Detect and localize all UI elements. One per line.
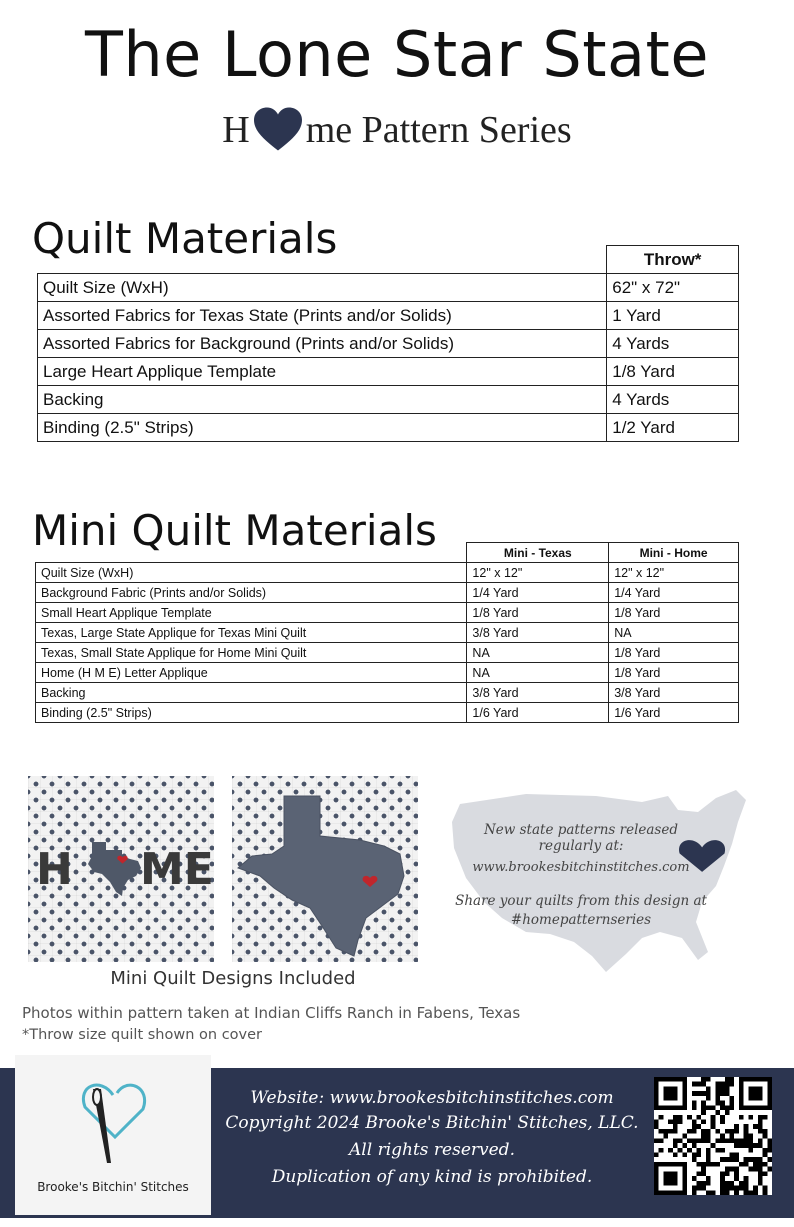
heart-icon: [253, 104, 303, 154]
map-note-website: www.brookesbitchinstitches.com: [472, 860, 690, 875]
table-row: Quilt Size (WxH) 12" x 12" 12" x 12": [36, 563, 739, 583]
table-row: Texas, Small State Applique for Home Mini Quilt NA 1/8 Yard: [36, 643, 739, 663]
home-mini-quilt-photo: [28, 776, 214, 962]
table-row: Binding (2.5" Strips) 1/2 Yard: [38, 414, 739, 442]
subtitle-suffix: me Pattern Series: [305, 109, 572, 151]
table-row: Backing 3/8 Yard 3/8 Yard: [36, 683, 739, 703]
page-title: The Lone Star State: [84, 18, 710, 91]
mini-quilt-materials-title: Mini Quilt Materials: [32, 506, 437, 555]
table-header-row: [36, 543, 739, 563]
mini-quilt-materials-table: [35, 542, 739, 723]
table-row: Assorted Fabrics for Background (Prints and/or Solids) 4 Yards: [38, 330, 739, 358]
footer-rights: All rights reserved.: [349, 1140, 515, 1160]
page-subtitle: [0, 104, 794, 154]
logo-brand-name: Brooke's Bitchin' Stitches: [37, 1180, 189, 1194]
table-row: Quilt Size (WxH) 62" x 72": [38, 274, 739, 302]
table-row: Small Heart Applique Template 1/8 Yard 1/8 Yard: [36, 603, 739, 623]
texas-shape-large: [238, 796, 404, 956]
photo-credit-note: Photos within pattern taken at Indian Cliffs Ranch in Fabens, Texas: [22, 1004, 521, 1022]
table-row: Home (H M E) Letter Applique NA 1/8 Yard: [36, 663, 739, 683]
footer-duplication: Duplication of any kind is prohibited.: [271, 1167, 593, 1187]
map-note-line: regularly at:: [538, 838, 624, 854]
texas-mini-quilt-photo: [232, 776, 418, 962]
table-row: Binding (2.5" Strips) 1/6 Yard 1/6 Yard: [36, 703, 739, 723]
map-note-line: New state patterns released: [483, 822, 678, 838]
column-header-throw: Throw*: [607, 246, 739, 274]
home-letters-me: ME: [140, 844, 214, 895]
quilt-materials-title: Quilt Materials: [32, 214, 338, 263]
table-row: Backing 4 Yards: [38, 386, 739, 414]
table-header-row: [38, 246, 739, 274]
us-map-graphic: [446, 782, 752, 978]
qr-code-icon: [654, 1077, 772, 1195]
texas-quilt-graphic: [232, 776, 418, 962]
throw-size-note: *Throw size quilt shown on cover: [22, 1027, 263, 1043]
mini-quilt-caption: Mini Quilt Designs Included: [110, 968, 356, 989]
table-row: Texas, Large State Applique for Texas Mini Quilt 3/8 Yard NA: [36, 623, 739, 643]
subtitle-prefix: H: [222, 109, 250, 151]
needle-heart-logo-icon: [15, 1055, 211, 1185]
table-row: Background Fabric (Prints and/or Solids) 1/4 Yard 1/4 Yard: [36, 583, 739, 603]
column-header-mini-home: Mini - Home: [609, 543, 739, 563]
footer-website: Website: www.brookesbitchinstitches.com: [250, 1088, 614, 1108]
qr-code: [654, 1077, 772, 1195]
us-map-shape: [452, 790, 746, 972]
texas-shape-small: [88, 842, 141, 896]
home-quilt-graphic: [28, 776, 214, 962]
column-header-mini-texas: Mini - Texas: [467, 543, 609, 563]
table-row: Large Heart Applique Template 1/8 Yard: [38, 358, 739, 386]
quilt-materials-table: [37, 245, 739, 442]
map-note-hashtag: #homepatternseries: [510, 912, 652, 928]
footer-copyright: Copyright 2024 Brooke's Bitchin' Stitches, LLC.: [225, 1113, 639, 1133]
map-note-line: Share your quilts from this design at: [455, 893, 707, 909]
table-row: Assorted Fabrics for Texas State (Prints and/or Solids) 1 Yard: [38, 302, 739, 330]
home-letter-h: H: [36, 844, 73, 895]
